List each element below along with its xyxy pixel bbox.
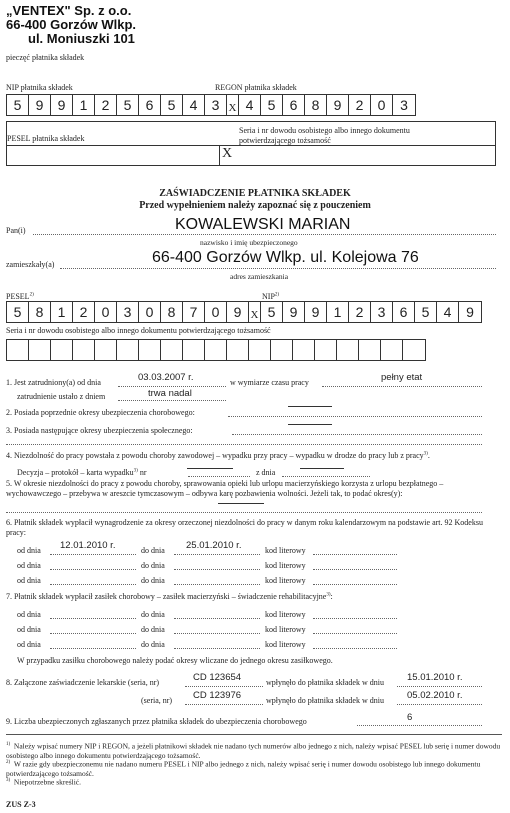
digit-box: 5 [117, 95, 139, 115]
q7-row-od-line [50, 633, 136, 634]
digit-box [139, 340, 161, 360]
digit-box: 4 [183, 95, 205, 115]
payer-id-mark: X [222, 146, 233, 161]
digit-box [359, 340, 381, 360]
q7-row-od-label: od dnia [17, 610, 41, 619]
digit-box: 1 [51, 302, 73, 322]
digit-box: 8 [305, 95, 327, 115]
payer-pesel-box [6, 121, 496, 166]
q7-row-kod-label: kod literowy [265, 625, 306, 634]
q6-row-od-line [50, 554, 136, 555]
q4-decision: Decyzja – protokół – karta wypadku$^{3)}$ nr [17, 468, 147, 477]
digit-box: 1 [327, 302, 349, 322]
digit-box: 0 [139, 302, 161, 322]
digit-box: 9 [327, 95, 349, 115]
digit-box: 0 [95, 302, 117, 322]
q6-row-od-label: od dnia [17, 576, 41, 585]
q6-row-to-value: 25.01.2010 r. [186, 540, 242, 551]
q8-label: 8. Załączone zaświadczenie lekarskie (seria, nr) [6, 678, 160, 687]
q1-mid: w wymiarze czasu pracy [230, 378, 309, 387]
digit-box [7, 340, 29, 360]
digit-box [271, 340, 293, 360]
q7-row-do-line [174, 633, 260, 634]
digit-box: 5 [261, 302, 283, 322]
digit-box [249, 340, 271, 360]
payer-id-divider [219, 146, 220, 166]
q7-row-od-label: od dnia [17, 625, 41, 634]
footnote-divider [6, 734, 502, 735]
digit-box: 8 [29, 302, 51, 322]
q6-row-from-value: 12.01.2010 r. [60, 540, 116, 551]
insured-pesel-label: PESEL$^{2)}$ [6, 292, 34, 301]
q1-date: 03.03.2007 r. [138, 372, 194, 383]
q7-row-kod-label: kod literowy [265, 610, 306, 619]
digit-box [227, 340, 249, 360]
q6-row-do-label: do dnia [141, 546, 165, 555]
digit-box [183, 340, 205, 360]
q2-label: 2. Posiada poprzednie okresy ubezpieczenia chorobowego: [6, 408, 195, 417]
q9-label: 9. Liczba ubezpieczonych zgłaszanych przez płatnika składek do ubezpieczenia chorobowego [6, 717, 307, 726]
q6-row-kod-line [313, 554, 397, 555]
q8-series-label: (seria, nr) [141, 696, 173, 705]
q8-date-line [397, 704, 482, 705]
q6-row-kod-label: kod literowy [265, 561, 306, 570]
digit-box: 1 [73, 95, 95, 115]
digit-box: 5 [7, 302, 29, 322]
q4-label: 4. Niezdolność do pracy powstała z powodu choroby zawodowej – wypadku przy pracy – wypadku w drodze do pracy lub z pracy$^{3)}$. [6, 451, 430, 460]
q7-row-do-line [174, 618, 260, 619]
q7-row-kod-label: kod literowy [265, 640, 306, 649]
digit-box: 4 [239, 95, 261, 115]
insured-pesel-nip-boxes [6, 301, 482, 323]
payer-id-label: Seria i nr dowodu osobistego albo innego dokumentu potwierdzającego tożsamość [239, 126, 410, 145]
digit-box: 9 [227, 302, 249, 322]
digit-box: 2 [95, 95, 117, 115]
q7-note: W przypadku zasiłku chorobowego należy podać okresy wliczane do jednego okresu zasiłkowego. [17, 656, 333, 665]
form-subtitle: Przed wypełnieniem należy zapoznać się z pouczeniem [139, 200, 371, 211]
digit-box: 3 [117, 302, 139, 322]
footnote-1: $^{1)}$ Należy wpisać numery NIP i REGON, a jeżeli płatnikowi składek nie nadano tych numerów albo jednego z nich, należy wpisać PESEL lub serię i numer dowodu osobistego albo innego dokumentu potwierdzającego tożsamość. [6, 741, 501, 760]
q1-label: 1. Jest zatrudniony(a) od dnia [6, 378, 101, 387]
q5-label: 5. W okresie niezdolności do pracy z powodu choroby, sprawowania opieki lub urlopu macierzyńskiego korzysta z urlopu bezpłatnego – wychowawczego – przebywa w areszcie tymczasowym – odbywa karę pozbawienia wolności. Jeżeli tak, to podać okres(y): [6, 479, 444, 498]
payer-nip-boxes [6, 94, 416, 116]
digit-box [381, 340, 403, 360]
q6-row-do-line [174, 554, 260, 555]
q8-doc-line [185, 704, 263, 705]
company-street: ul. Moniuszki 101 [28, 31, 135, 46]
q3-label: 3. Posiada następujące okresy ubezpieczenia społecznego: [6, 426, 193, 435]
q6-row-do-line [174, 569, 260, 570]
q7-row-od-label: od dnia [17, 640, 41, 649]
q8-doc-value: CD 123654 [193, 672, 242, 683]
digit-box: 9 [305, 302, 327, 322]
q1-time: pełny etat [381, 372, 423, 383]
digit-box: 2 [349, 95, 371, 115]
digit-box: X [227, 95, 239, 115]
digit-box [51, 340, 73, 360]
digit-box: 9 [283, 302, 305, 322]
q6-row-kod-line [313, 569, 397, 570]
digit-box: 6 [393, 302, 415, 322]
digit-box: 9 [29, 95, 51, 115]
q4-z-dnia: z dnia [256, 468, 276, 477]
digit-box [29, 340, 51, 360]
insured-name-caption: nazwisko i imię ubezpieczonego [200, 238, 298, 247]
q6-row-do-line [174, 584, 260, 585]
q7-row-kod-line [313, 618, 397, 619]
company-city: 66-400 Gorzów Wlkp. [6, 17, 137, 32]
footnote-3: $^{3)}$ Niepotrzebne skreślić. [6, 777, 81, 787]
q7-row-do-label: do dnia [141, 610, 165, 619]
q8-date-value: 15.01.2010 r. [407, 672, 463, 683]
digit-box: 3 [205, 95, 227, 115]
insured-nip-label: NIP$^{2)}$ [262, 292, 280, 301]
q7-row-od-line [50, 618, 136, 619]
digit-box: 9 [466, 304, 474, 320]
q7-row-od-line [50, 648, 136, 649]
digit-box: 4 [437, 302, 459, 322]
digit-box: 8 [161, 302, 183, 322]
form-title: ZAŚWIADCZENIE PŁATNIKA SKŁADEK [159, 188, 351, 199]
q8-doc-line [185, 686, 263, 687]
form-code: ZUS Z-3 [6, 800, 36, 809]
footnote-2: $^{2)}$ W razie gdy ubezpieczonemu nie nadano numeru PESEL i NIP albo jednego z nich, należy wpisać serię i numer dowodu osobistego lub innego dokumentu potwierdzającego tożsamość. [6, 759, 481, 778]
q8-date-line [397, 686, 482, 687]
q7-row-do-line [174, 648, 260, 649]
q6-row-kod-line [313, 584, 397, 585]
q8-received-label: wpłynęło do płatnika składek w dniu [266, 678, 384, 687]
digit-box [117, 340, 139, 360]
q6-row-od-label: od dnia [17, 561, 41, 570]
payer-pesel-line [7, 145, 495, 146]
q9-value: 6 [407, 712, 413, 723]
digit-box [73, 340, 95, 360]
q8-received-label: wpłynęło do płatnika składek w dniu [266, 696, 384, 705]
q6-row-kod-label: kod literowy [265, 576, 306, 585]
digit-box: X [249, 302, 261, 322]
digit-box [315, 340, 337, 360]
insured-pan-label: Pan(i) [6, 226, 26, 235]
payer-regon-label: REGON płatnika składek [215, 83, 297, 92]
digit-box: 6 [139, 95, 161, 115]
digit-box: 9 [51, 95, 73, 115]
company-name: „VENTEX" Sp. z o.o. [6, 3, 132, 18]
q8-date-value: 05.02.2010 r. [407, 690, 463, 701]
q6-row-od-line [50, 569, 136, 570]
q6-row-do-label: do dnia [141, 576, 165, 585]
digit-box [293, 340, 315, 360]
insured-id-label: Seria i nr dowodu osobistego albo innego dokumentu potwierdzającego tożsamość [6, 326, 271, 335]
digit-box: 5 [415, 302, 437, 322]
digit-box [403, 340, 425, 360]
digit-box: 2 [73, 302, 95, 322]
digit-box: 3 [371, 302, 393, 322]
digit-box: 5 [7, 95, 29, 115]
insured-name: KOWALEWSKI MARIAN [175, 216, 351, 233]
q1-end-label: zatrudnienie ustało z dniem [17, 392, 106, 401]
digit-box: 3 [400, 97, 408, 113]
digit-box: 5 [261, 95, 283, 115]
digit-box [337, 340, 359, 360]
digit-box: 6 [283, 95, 305, 115]
payer-nip-label: NIP płatnika składek [6, 83, 73, 92]
q6-row-do-label: do dnia [141, 561, 165, 570]
digit-box [205, 340, 227, 360]
insured-address: 66-400 Gorzów Wlkp. ul. Kolejowa 76 [152, 249, 419, 266]
q6-row-kod-label: kod literowy [265, 546, 306, 555]
payer-pesel-label: PESEL płatnika składek [7, 134, 85, 143]
insured-addr-caption: adres zamieszkania [230, 272, 289, 281]
digit-box: 0 [371, 95, 393, 115]
q7-label: 7. Płatnik składek wypłacił zasiłek chorobowy – zasiłek macierzyński – świadczenie rehabilitacyjne$^{3)}$: [6, 592, 333, 601]
q7-row-do-label: do dnia [141, 640, 165, 649]
q8-doc-value: CD 123976 [193, 690, 242, 701]
insured-addr-label: zamieszkały(a) [6, 260, 55, 269]
q1-end-value: trwa nadal [148, 388, 192, 399]
digit-box: 0 [205, 302, 227, 322]
digit-box [161, 340, 183, 360]
q6-row-od-line [50, 584, 136, 585]
q7-row-kod-line [313, 648, 397, 649]
insured-id-boxes [6, 339, 426, 361]
q7-row-do-label: do dnia [141, 625, 165, 634]
digit-box: 2 [349, 302, 371, 322]
digit-box: 7 [183, 302, 205, 322]
digit-box [95, 340, 117, 360]
q7-row-kod-line [313, 633, 397, 634]
q6-row-od-label: od dnia [17, 546, 41, 555]
stamp-label: pieczęć płatnika składek [6, 53, 85, 62]
digit-box: 5 [161, 95, 183, 115]
q6-label: 6. Płatnik składek wypłacił wynagrodzenie za okresy orzeczonej niezdolności do pracy w danym roku kalendarzowym na podstawie art. 92 Kodeksu pracy: [6, 518, 483, 537]
